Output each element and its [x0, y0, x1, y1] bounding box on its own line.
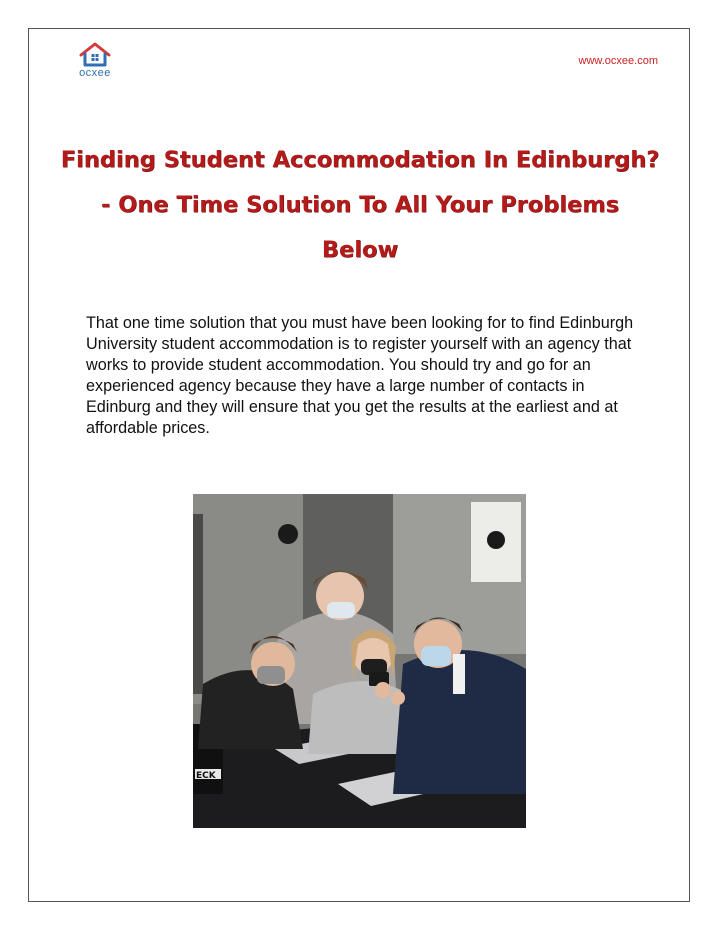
- ocxee-logo[interactable]: [70, 40, 120, 84]
- students-photo-illustration: [193, 494, 526, 828]
- article-body: That one time solution that you must have been looking for to find Edinburgh University student accommodation is to register yourself with an agency that works to provide student accommodation. You should try and go for an experienced agency because they have a large number of contacts in Edinburg and they will ensure that you get the results at the earliest and at affordable prices.: [86, 314, 634, 437]
- article-title: Finding Student Accommodation In Edinburgh? - One Time Solution To All Your Problems Below: [60, 147, 660, 263]
- site-url-link[interactable]: www.ocxee.com: [578, 55, 658, 67]
- house-logo-icon: [77, 40, 113, 68]
- students-photo: [193, 494, 526, 828]
- logo-text: ocxee: [79, 67, 111, 79]
- photo-sticker-text: ECK: [196, 771, 216, 781]
